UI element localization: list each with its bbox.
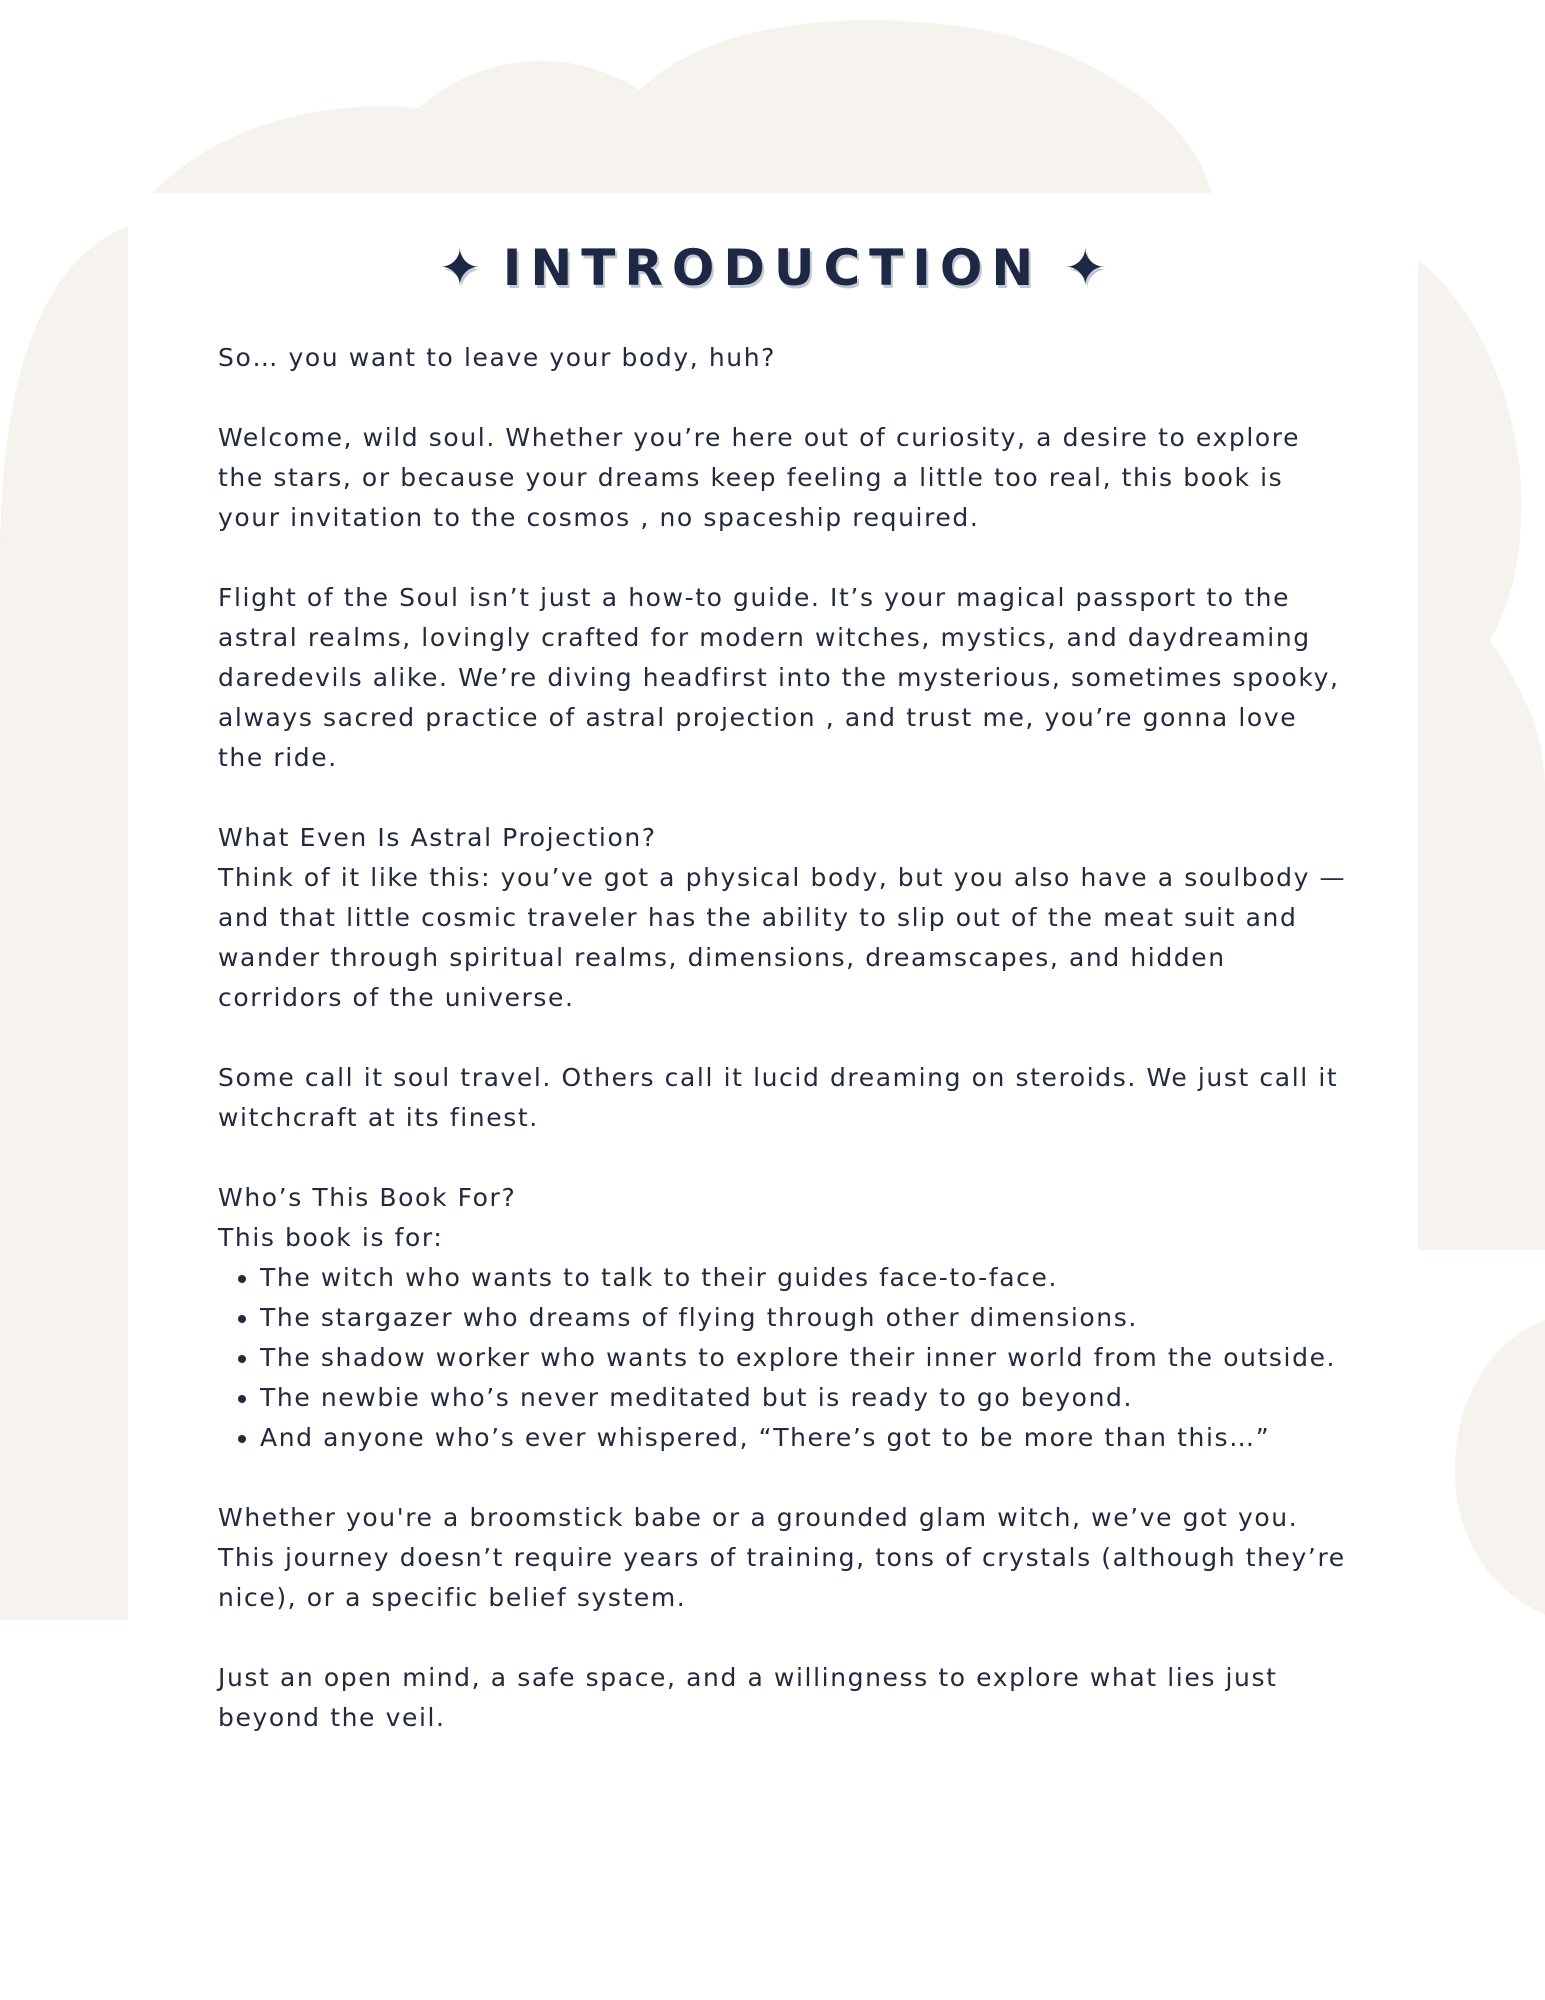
page-title <box>0 236 1545 300</box>
background-blob-right <box>1418 260 1545 1250</box>
list-item: • The stargazer who dreams of flying through other dimensions. <box>260 1298 1348 1338</box>
list-item: • The newbie who’s never meditated but is ready to go beyond. <box>260 1378 1348 1418</box>
closing-paragraph: Just an open mind, a safe space, and a willingness to explore what lies just beyond the veil. <box>218 1663 1278 1732</box>
sparkle-left-icon: ✦ <box>438 239 481 297</box>
section-heading-who-is-this-for: Who’s This Book For? <box>218 1183 517 1212</box>
flight-of-the-soul-paragraph: Flight of the Soul isn’t just a how-to guide. It’s your magical passport to the astral realms, lovingly crafted for modern witches, mystics, and daydreaming daredevils alike. We’re diving headfirst into the mysterious, sometimes spooky, always sacred practice of astral projection , and trust me, you’re gonna love the ride. <box>218 583 1340 772</box>
welcome-paragraph: Welcome, wild soul. Whether you’re here out of curiosity, a desire to explore the stars, or because your dreams keep feeling a little too real, this book is your invitation to the cosmos , no spaceship required. <box>218 423 1301 532</box>
list-item: • The witch who wants to talk to their guides face-to-face. <box>260 1258 1348 1298</box>
list-item: • The shadow worker who wants to explore their inner world from the outside. <box>260 1338 1348 1378</box>
background-blob-bottom-right <box>1455 1320 1545 1615</box>
audience-list <box>218 1258 1348 1458</box>
sparkle-right-icon: ✦ <box>1064 239 1107 297</box>
intro-question: So… you want to leave your body, huh? <box>218 343 777 372</box>
body-text <box>218 338 1348 1778</box>
list-item: • And anyone who’s ever whispered, “There’s got to be more than this…” <box>260 1418 1348 1458</box>
audience-intro: This book is for: <box>218 1223 444 1252</box>
broomstick-paragraph: Whether you're a broomstick babe or a grounded glam witch, we’ve got you. This journey doesn’t require years of training, tons of crystals (although they’re nice), or a specific belief system. <box>218 1503 1346 1612</box>
page-title-text: INTRODUCTION <box>502 239 1043 297</box>
astral-projection-paragraph: Think of it like this: you’ve got a physical body, but you also have a soulbody — and that little cosmic traveler has the ability to slip out of the meat suit and wander through spiritual realms, dimensions, dreamscapes, and hidden corridors of the universe. <box>218 863 1347 1012</box>
section-heading-astral-projection: What Even Is Astral Projection? <box>218 823 657 852</box>
soul-travel-paragraph: Some call it soul travel. Others call it lucid dreaming on steroids. We just call it witchcraft at its finest. <box>218 1063 1339 1132</box>
